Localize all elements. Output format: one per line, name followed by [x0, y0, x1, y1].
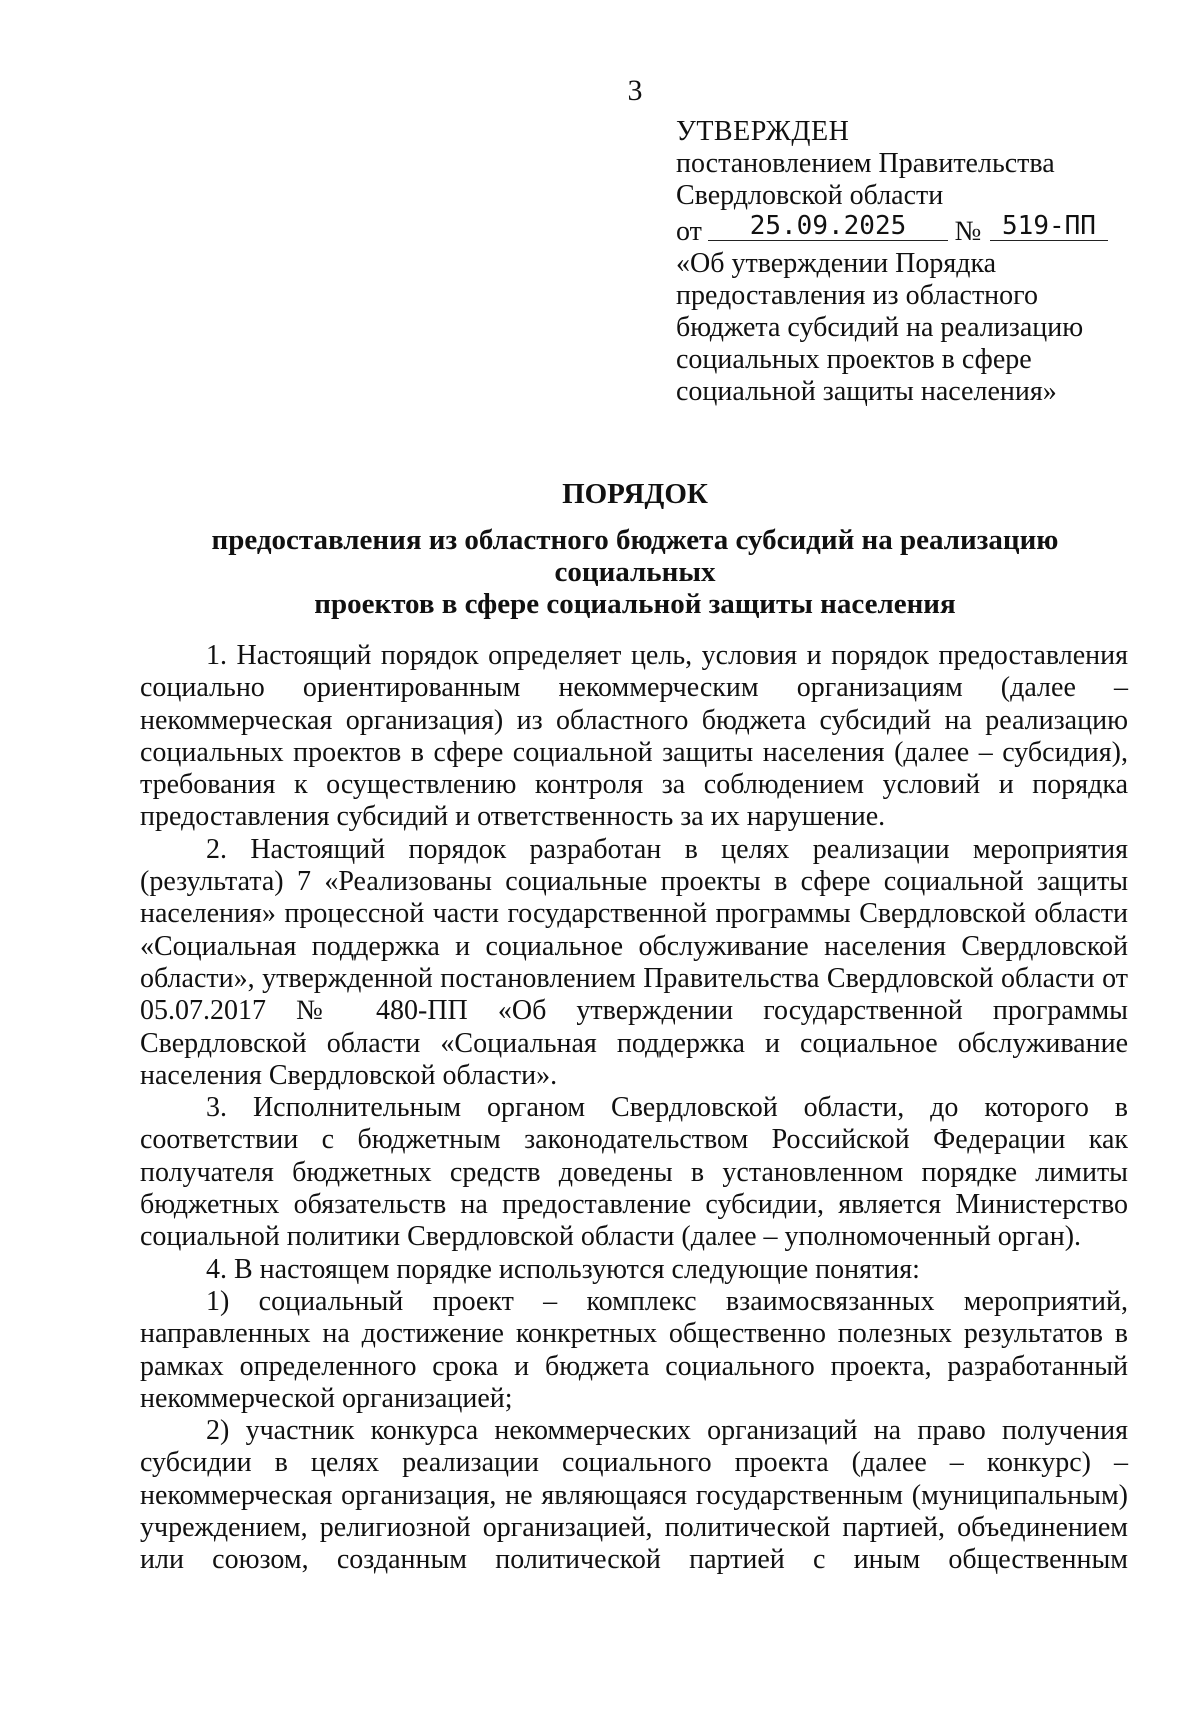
approval-title-line: «Об утверждении Порядка: [676, 248, 997, 279]
document-title: [130, 478, 1140, 620]
page-number: 3: [627, 74, 643, 107]
approval-title-line: социальных проектов в сфере: [676, 344, 1032, 375]
approval-title-line: социальной защиты населения»: [676, 376, 1057, 407]
paragraph-2: 2. Настоящий порядок разработан в целях реализации мероприятия (результата) 7 «Реализованы социальные проекты в сфере социальной защиты населения» процессной части государственной программы Свердловской области «Социальная поддержка и социальное обслуживание населения Свердловской области», утвержденной постановлением Правительства Свердловской области от 05.07.2017 № 480-ПП «Об утверждении государственной программы Свердловской области «Социальная поддержка и социальное обслуживание населения Свердловской области».: [140, 833, 1128, 1091]
document-heading: ПОРЯДОК: [562, 478, 708, 510]
approval-title-line: бюджета субсидий на реализацию: [676, 312, 1084, 343]
paragraph-4: 4. В настоящем порядке используются следующие понятия:: [206, 1253, 920, 1285]
paragraph-3: 3. Исполнительным органом Свердловской области, до которого в соответствии с бюджетным законодательством Российской Федерации как получателя бюджетных средств доведены в установленном порядке лимиты бюджетных обязательств на предоставление субсидии, является Министерство социальной политики Свердловской области (далее – уполномоченный орган).: [140, 1092, 1128, 1253]
approval-title-line: предоставления из областного: [676, 280, 1038, 311]
document-subtitle-line: проектов в сфере социальной защиты населения: [314, 588, 956, 620]
paragraph-1: 1. Настоящий порядок определяет цель, условия и порядок предоставления социально ориентированным некоммерческим организациям (далее – некоммерческая организация) из областного бюджета субсидий на реализацию социальных проектов в сфере социальной защиты населения (далее – субсидия), требования к осуществлению контроля за соблюдением условий и порядка предоставления субсидий и ответственность за их нарушение.: [140, 640, 1128, 833]
date-prefix: от: [676, 216, 702, 247]
approval-date-line: [676, 212, 1136, 248]
approval-stamp: УТВЕРЖДЕН: [676, 116, 850, 147]
definition-2: 2) участник конкурса некоммерческих организаций на право получения субсидии в целях реализации социального проекта (далее – конкурс) – некоммерческая организация, не являющаяся государственным (муниципальным) учреждением, религиозной организацией, политической партией, объединением или союзом, созданным политической партией с иным общественным: [140, 1415, 1128, 1576]
definition-1: 1) социальный проект – комплекс взаимосвязанных мероприятий, направленных на достижение конкретных общественно полезных результатов в рамках определенного срока и бюджета социального проекта, разработанный некоммерческой организацией;: [140, 1285, 1128, 1414]
approval-block: [676, 116, 1136, 408]
approval-number: 519-ПП: [990, 212, 1108, 241]
approval-line: Свердловской области: [676, 180, 944, 211]
document-subtitle-line: предоставления из областного бюджета субсидий на реализацию социальных: [211, 524, 1059, 588]
approval-date: 25.09.2025: [708, 212, 948, 241]
number-sign: №: [954, 216, 982, 247]
approval-line: постановлением Правительства: [676, 148, 1055, 179]
document-body: [140, 640, 1128, 1577]
